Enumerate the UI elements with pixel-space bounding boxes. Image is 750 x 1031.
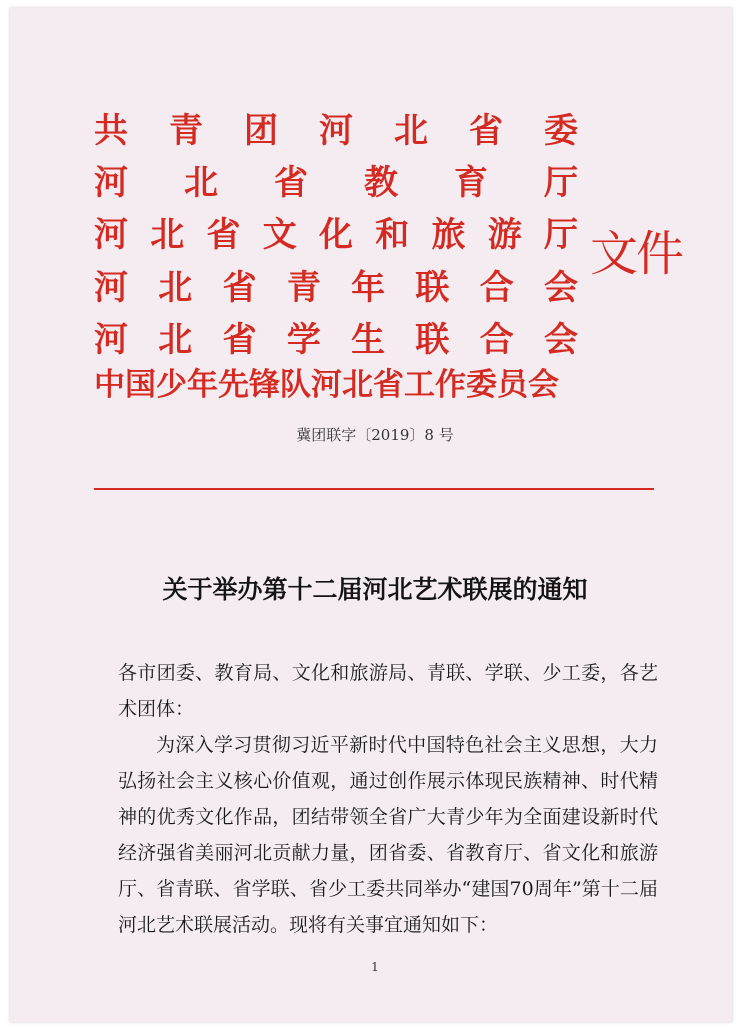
issuer-line-4 xyxy=(94,268,578,308)
issuer-character: 育 xyxy=(454,163,488,203)
issuer-character: 河 xyxy=(94,215,128,255)
issuer-character: 和 xyxy=(375,215,410,255)
issuer-character: 合 xyxy=(479,320,514,360)
issuer-character: 厅 xyxy=(544,215,578,255)
issuer-character: 文 xyxy=(262,215,297,255)
issuer-character: 会 xyxy=(543,268,578,308)
issuer-character: 化 xyxy=(319,215,353,255)
issuer-character: 生 xyxy=(351,320,386,360)
notice-title: 关于举办第十二届河北艺术联展的通知 xyxy=(162,575,588,604)
issuer-character: 学 xyxy=(286,320,321,360)
issuer-character: 北 xyxy=(150,215,185,255)
issuer-line-5 xyxy=(94,320,578,360)
issuer-character: 北 xyxy=(158,320,193,360)
issuer-character: 省 xyxy=(222,320,257,360)
issuer-character: 共 xyxy=(94,111,128,151)
notice-body-paragraph: 为深入学习贯彻习近平新时代中国特色社会主义思想，大力弘扬社会主义核心价值观，通过创作展示体现民族精神、时代精神的优秀文化作品，团结带领全省广大青少年为全面建设新时代经济强省美丽河北贡献力量，团省委、省教育厅、省文化和旅游厅、省青联、省学联、省少工委共同举办“建国70周年”第十二届河北艺术联展活动。现将有关事宜通知如下： xyxy=(118,734,658,936)
issuer-line-6: 中国少年先锋队河北省工作委员会 xyxy=(94,367,559,403)
issuer-character: 会 xyxy=(543,320,578,360)
issuer-character: 青 xyxy=(169,111,203,151)
issuer-character: 北 xyxy=(394,111,428,151)
issuer-character: 旅 xyxy=(431,215,466,255)
issuer-line-3 xyxy=(94,215,578,255)
issuer-character: 年 xyxy=(351,268,386,308)
issuer-character: 团 xyxy=(244,111,278,151)
issuer-character: 省 xyxy=(469,111,503,151)
issuer-character: 省 xyxy=(274,163,308,203)
issuer-character: 河 xyxy=(319,111,353,151)
issuer-character: 青 xyxy=(286,268,321,308)
issuer-character: 厅 xyxy=(544,163,578,203)
issuer-character: 委 xyxy=(544,111,578,151)
issuer-line-2 xyxy=(94,163,578,203)
issuer-character: 省 xyxy=(222,268,257,308)
issuer-character: 北 xyxy=(158,268,193,308)
page-number: 1 xyxy=(371,960,379,974)
document-number: 冀团联字〔2019〕8 号 xyxy=(296,426,454,444)
issuer-character: 联 xyxy=(415,320,450,360)
issuer-character: 河 xyxy=(94,163,128,203)
issuer-character: 河 xyxy=(94,320,128,360)
issuer-character: 游 xyxy=(487,215,522,255)
issuer-character: 教 xyxy=(364,163,398,203)
document-suffix: 文件 xyxy=(590,226,683,282)
issuer-character: 省 xyxy=(206,215,241,255)
issuer-line-1 xyxy=(94,111,578,151)
issuer-character: 河 xyxy=(94,268,128,308)
issuer-character: 合 xyxy=(479,268,514,308)
red-divider-line xyxy=(94,488,654,490)
issuer-character: 联 xyxy=(415,268,450,308)
issuer-character: 北 xyxy=(184,163,218,203)
notice-salutation: 各市团委、教育局、文化和旅游局、青联、学联、少工委，各艺术团体： xyxy=(118,662,658,720)
